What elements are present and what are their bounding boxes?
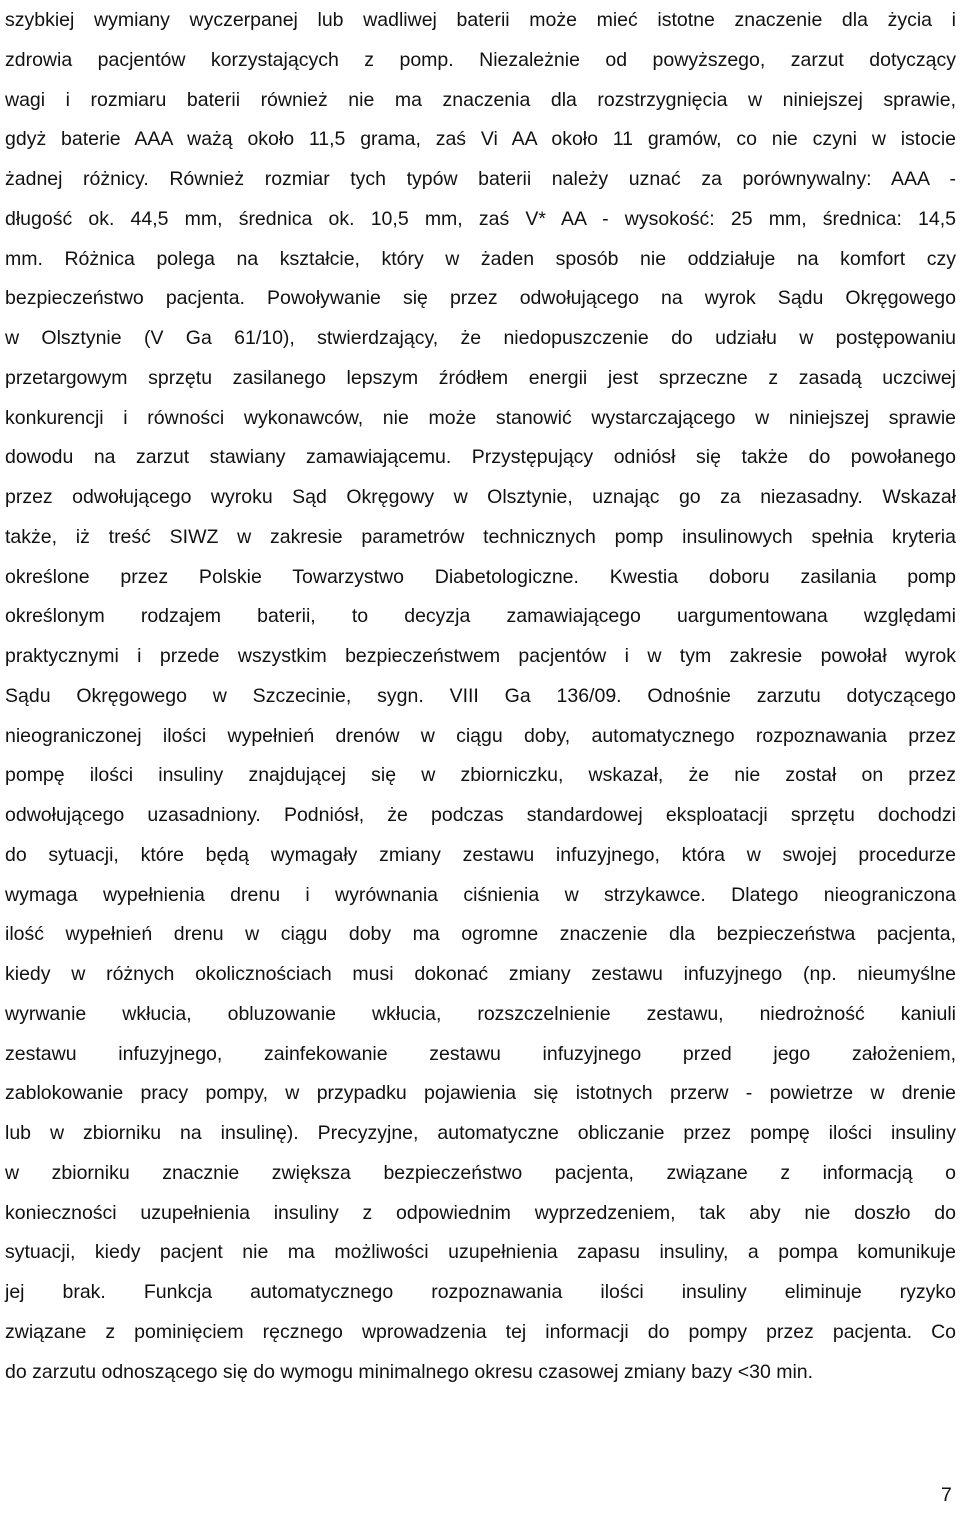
text-line: określonym rodzajem baterii, to decyzja zamawiającego uargumentowana względami xyxy=(5,605,956,628)
text-line: także, iż treść SIWZ w zakresie parametrów technicznych pomp insulinowych spełnia kryteria xyxy=(5,525,956,548)
text-line: w Olsztynie (V Ga 61/10), stwierdzający, że niedopuszczenie do udziału w postępowaniu xyxy=(5,327,956,349)
text-line: jej brak. Funkcja automatycznego rozpoznawania ilości insuliny eliminuje ryzyko xyxy=(5,1281,956,1303)
text-line: praktycznymi i przede wszystkim bezpieczeństwem pacjentów i w tym zakresie powołał wyrok xyxy=(5,645,956,667)
text-line: Sądu Okręgowego w Szczecinie, sygn. VIII Ga 136/09. Odnośnie zarzutu dotyczącego xyxy=(5,684,956,707)
text-line: dowodu na zarzut stawiany zamawiającemu. Przystępujący odniósł się także do powołanego xyxy=(5,446,956,469)
text-line: odwołującego uzasadniony. Podniósł, że podczas standardowej eksploatacji sprzętu dochodzi xyxy=(5,804,956,826)
text-line: zestawu infuzyjnego, zainfekowanie zestawu infuzyjnego przed jego założeniem, xyxy=(5,1042,956,1065)
text-line: wagi i rozmiaru baterii również nie ma znaczenia dla rozstrzygnięcia w niniejszej sprawie, xyxy=(5,88,956,111)
text-line: pompę ilości insuliny znajdującej się w zbiorniczku, wskazał, że nie został on przez xyxy=(5,764,956,787)
text-line: zablokowanie pracy pompy, w przypadku pojawienia się istotnych przerw - powietrze w drenie xyxy=(5,1082,956,1105)
text-line: przetargowym sprzętu zasilanego lepszym źródłem energii jest sprzeczne z zasadą uczciwej xyxy=(5,366,956,389)
text-line: do sytuacji, które będą wymagały zmiany zestawu infuzyjnego, która w swojej procedurze xyxy=(5,843,956,866)
page-number: 7 xyxy=(941,1484,952,1506)
text-line: mm. Różnica polega na kształcie, który w żaden sposób nie oddziałuje na komfort czy xyxy=(5,247,956,270)
text-line: długość ok. 44,5 mm, średnica ok. 10,5 mm, zaś V* AA - wysokość: 25 mm, średnica: 14,5 xyxy=(5,207,956,230)
text-line: przez odwołującego wyroku Sąd Okręgowy w Olsztynie, uznając go za niezasadny. Wskazał xyxy=(5,486,956,508)
text-line: wymaga wypełnienia drenu i wyrównania ciśnienia w strzykawce. Dlatego nieograniczona xyxy=(5,883,956,906)
text-line: związane z pominięciem ręcznego wprowadzenia tej informacji do pompy przez pacjenta. Co xyxy=(5,1320,956,1343)
text-line: ilość wypełnień drenu w ciągu doby ma ogromne znaczenie dla bezpieczeństwa pacjenta, xyxy=(5,923,956,946)
text-line: określone przez Polskie Towarzystwo Diabetologiczne. Kwestia doboru zasilania pomp xyxy=(5,565,956,588)
text-line: kiedy w różnych okolicznościach musi dokonać zmiany zestawu infuzyjnego (np. nieumyślne xyxy=(5,963,956,985)
text-line: konkurencji i równości wykonawców, nie może stanowić wystarczającego w niniejszej sprawie xyxy=(5,406,956,429)
text-line: bezpieczeństwo pacjenta. Powoływanie się przez odwołującego na wyrok Sądu Okręgowego xyxy=(5,287,956,310)
text-line: szybkiej wymiany wyczerpanej lub wadliwej baterii może mieć istotne znaczenie dla życia i xyxy=(5,9,956,31)
text-line: zdrowia pacjentów korzystających z pomp. Niezależnie od powyższego, zarzut dotyczący xyxy=(5,48,956,71)
text-line: do zarzutu odnoszącego się do wymogu minimalnego okresu czasowej zmiany bazy <30 min. xyxy=(5,1360,814,1383)
text-line: w zbiorniku znacznie zwiększa bezpieczeństwo pacjenta, związane z informacją o xyxy=(5,1161,956,1184)
text-line: wyrwanie wkłucia, obluzowanie wkłucia, rozszczelnienie zestawu, niedrożność kaniuli xyxy=(5,1002,956,1025)
text-line: konieczności uzupełnienia insuliny z odpowiednim wyprzedzeniem, tak aby nie doszło do xyxy=(5,1201,956,1224)
text-line: sytuacji, kiedy pacjent nie ma możliwości uzupełnienia zapasu insuliny, a pompa komunikuje xyxy=(5,1241,956,1264)
text-line: żadnej różnicy. Również rozmiar tych typów baterii należy uznać za porównywalny: AAA - xyxy=(5,168,956,190)
text-line: nieograniczonej ilości wypełnień drenów w ciągu doby, automatycznego rozpoznawania przez xyxy=(5,724,956,747)
text-line: lub w zbiorniku na insulinę). Precyzyjne, automatyczne obliczanie przez pompę ilości insuliny xyxy=(5,1122,956,1144)
text-line: gdyż baterie AAA ważą około 11,5 grama, zaś Vi AA około 11 gramów, co nie czyni w istocie xyxy=(5,128,956,151)
